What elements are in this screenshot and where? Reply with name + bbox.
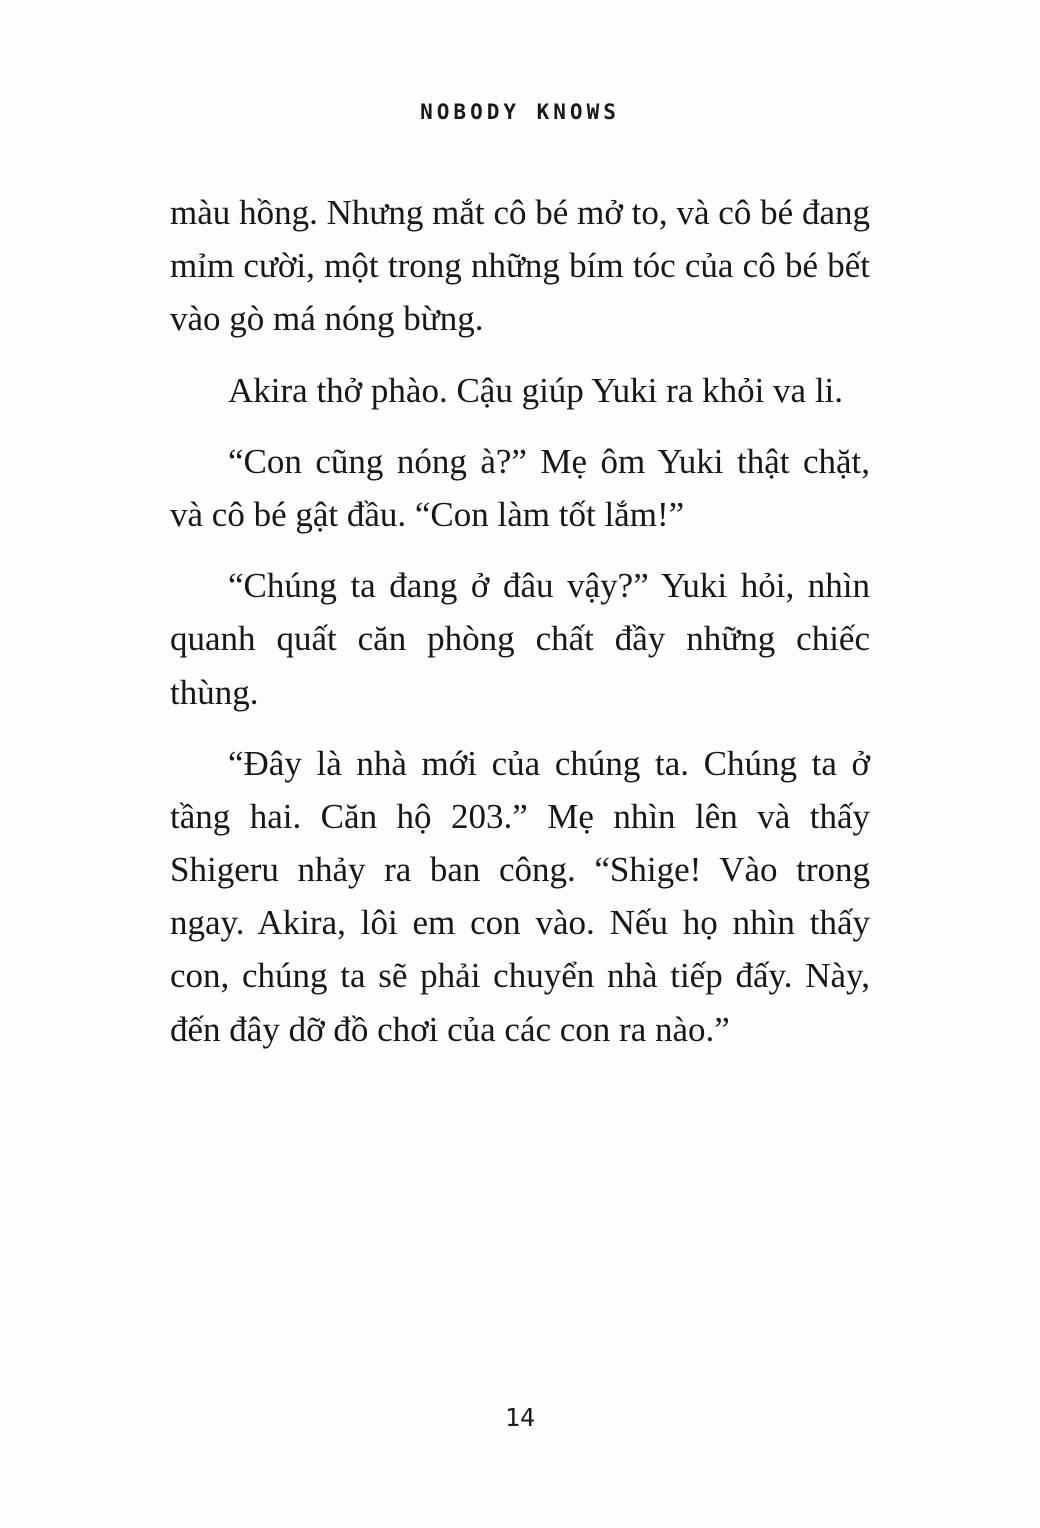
running-head: NOBODY KNOWS	[420, 100, 620, 124]
paragraph: “Chúng ta đang ở đâu vậy?” Yuki hỏi, nhìn quanh quất căn phòng chất đầy những chiếc thùng.	[170, 566, 870, 712]
page-number: 14	[504, 1403, 536, 1432]
paragraph: Akira thở phào. Cậu giúp Yuki ra khỏi va li.	[228, 370, 844, 410]
body-text-block	[170, 186, 870, 1056]
paragraph: “Con cũng nóng à?” Mẹ ôm Yuki thật chặt, và cô bé gật đầu. “Con làm tốt lắm!”	[170, 441, 870, 534]
paragraph: “Đây là nhà mới của chúng ta. Chúng ta ở tầng hai. Căn hộ 203.” Mẹ nhìn lên và thấy Shigeru nhảy ra ban công. “Shige! Vào trong ngay. Akira, lôi em con vào. Nếu họ nhìn thấy con, chúng ta sẽ phải chuyển nhà tiếp đấy. Này, đến đây dỡ đồ chơi của các con ra nào.”	[170, 743, 870, 1049]
paragraph: màu hồng. Nhưng mắt cô bé mở to, và cô bé đang mỉm cười, một trong những bím tóc của cô bé bết vào gò má nóng bừng.	[170, 193, 870, 339]
